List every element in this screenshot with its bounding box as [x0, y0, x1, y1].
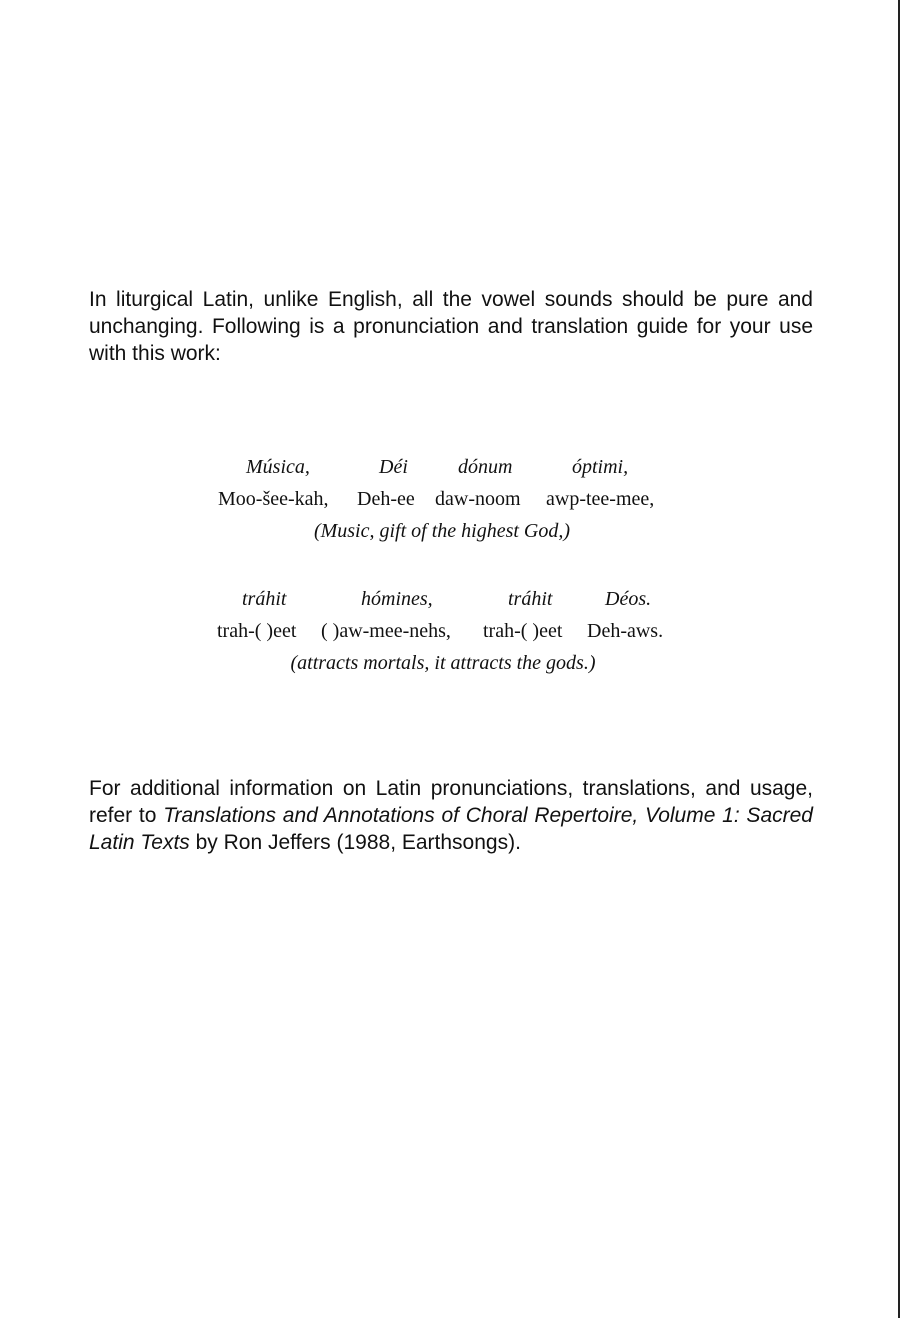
- latin-word: Déi: [379, 456, 408, 478]
- book-title: Translations and Annotations of Choral Repertoire, Volume 1: Sacred Latin Texts: [89, 804, 813, 854]
- intro-paragraph: In liturgical Latin, unlike English, all the vowel sounds should be pure and unchanging. Following is a pronunciation and translation guide for your use with this work:: [89, 288, 813, 365]
- stanza-2-pronunciation-line: [0, 616, 900, 648]
- stanza-2: [0, 584, 900, 680]
- pronunciation-word: Deh-aws.: [587, 620, 664, 642]
- pronunciation-word: Moo-šee-kah,: [218, 488, 329, 510]
- pronunciation-word: ( )aw-mee-nehs,: [321, 620, 451, 642]
- latin-word: Música,: [246, 456, 310, 478]
- latin-word: óptimi,: [572, 456, 629, 478]
- reference-text-after: by Ron Jeffers (1988, Earthsongs).: [189, 831, 521, 854]
- reference-paragraph: [89, 775, 813, 856]
- pronunciation-word: Deh-ee: [357, 488, 415, 510]
- translation-text: (Music, gift of the highest God,): [313, 520, 571, 542]
- pronunciation-word: daw-noom: [435, 488, 521, 510]
- reference-text-before: For additional information on Latin pronunciations, translations, and usage, refer to: [89, 777, 813, 827]
- latin-word: dónum: [458, 456, 513, 478]
- stanza-2-latin-line: [0, 584, 900, 616]
- translation-text: (attracts mortals, it attracts the gods.): [290, 652, 596, 674]
- stanza-1-latin-line: [0, 452, 900, 484]
- pronunciation-word: trah-( )eet: [217, 620, 297, 642]
- stanza-2-translation-line: [0, 648, 900, 680]
- stanza-1-translation-line: [0, 516, 900, 548]
- stanza-1: [0, 452, 900, 548]
- latin-word: tráhit: [242, 588, 287, 610]
- latin-word: tráhit: [508, 588, 553, 610]
- pronunciation-word: awp-tee-mee,: [546, 488, 655, 510]
- pronunciation-word: trah-( )eet: [483, 620, 563, 642]
- latin-word: Déos.: [605, 588, 652, 610]
- latin-word: hómines,: [361, 588, 433, 610]
- stanza-1-pronunciation-line: [0, 484, 900, 516]
